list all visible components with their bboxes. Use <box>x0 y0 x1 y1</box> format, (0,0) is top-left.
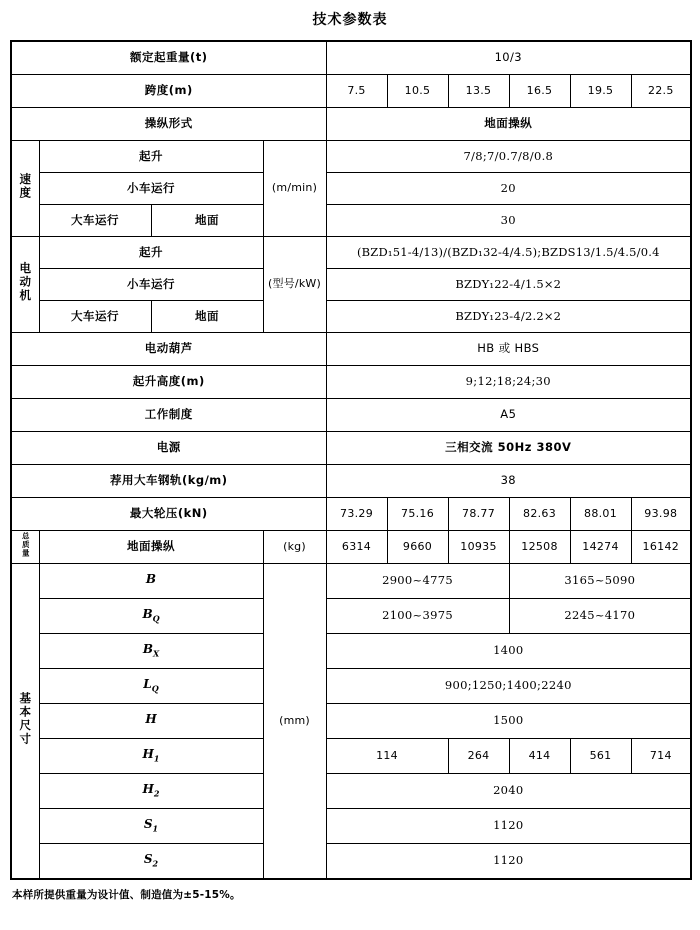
table-row-power-supply <box>11 432 691 465</box>
total-mass-cell: 6314 <box>326 531 387 564</box>
dimension-symbol-sub: 2 <box>152 858 159 869</box>
total-mass-group-label-text: 总质量 <box>21 532 31 558</box>
dimension-symbol-base: S <box>143 852 153 867</box>
motor-unit: (型号/kW) <box>263 237 326 333</box>
dimension-symbol-base: H <box>142 782 154 797</box>
speed-unit: (m/min) <box>263 141 326 237</box>
motor-bridge-label: 大车运行 <box>39 301 151 333</box>
page-title: 技术参数表 <box>312 12 388 28</box>
table-row-max-wheel-load <box>11 498 691 531</box>
total-mass-cell: 16142 <box>631 531 691 564</box>
table-row-motor-trolley <box>11 269 691 301</box>
max-wheel-load-cell: 82.63 <box>509 498 570 531</box>
speed-trolley-label: 小车运行 <box>39 173 263 205</box>
total-mass-cell: 12508 <box>509 531 570 564</box>
max-wheel-load-cell: 93.98 <box>631 498 691 531</box>
table-row-dimension-S1 <box>11 809 691 844</box>
dimension-value-cell: 2040 <box>326 774 691 809</box>
rail-label: 荐用大车钢轨(kg/m) <box>11 465 326 498</box>
footnote: 本样所提供重量为设计值、制造值为±5-15%。 <box>12 889 241 901</box>
motor-trolley-label: 小车运行 <box>39 269 263 301</box>
speed-bridge-label: 大车运行 <box>39 205 151 237</box>
motor-hoisting-label: 起升 <box>39 237 263 269</box>
motor-group-label <box>11 237 39 333</box>
table-row-span <box>11 75 691 108</box>
span-value-cell: 10.5 <box>387 75 448 108</box>
total-mass-label: 地面操纵 <box>39 531 263 564</box>
dimension-symbol-sub: X <box>152 648 160 659</box>
dimension-symbol-base: S <box>143 817 153 832</box>
table-row-dimension-H <box>11 704 691 739</box>
dimension-symbol-sub: 1 <box>152 823 159 834</box>
dimensions-group-label-text: 基本尺寸 <box>18 692 33 747</box>
dimension-symbol-S2 <box>39 844 263 880</box>
motor-bridge-value: BZDY₁23-4/2.2×2 <box>326 301 691 333</box>
work-duty-value: A5 <box>326 399 691 432</box>
table-row-dimension-H2 <box>11 774 691 809</box>
motor-bridge-sublabel: 地面 <box>151 301 263 333</box>
total-mass-unit: (kg) <box>263 531 326 564</box>
dimension-value-cell: 1120 <box>326 809 691 844</box>
lift-height-label: 起升高度(m) <box>11 366 326 399</box>
speed-bridge-sublabel: 地面 <box>151 205 263 237</box>
span-value-cell: 16.5 <box>509 75 570 108</box>
table-row-hoist <box>11 333 691 366</box>
dimension-symbol-sub: Q <box>151 683 159 694</box>
dimension-symbol-S1 <box>39 809 263 844</box>
dimension-symbol-LQ <box>39 669 263 704</box>
table-row-dimension-BQ <box>11 599 691 634</box>
table-row-dimension-S2 <box>11 844 691 880</box>
dimension-value-cell: 264 <box>448 739 509 774</box>
speed-hoisting-label: 起升 <box>39 141 263 173</box>
max-wheel-load-cell: 73.29 <box>326 498 387 531</box>
lift-height-value: 9;12;18;24;30 <box>326 366 691 399</box>
speed-bridge-value: 30 <box>326 205 691 237</box>
dimension-symbol-BX <box>39 634 263 669</box>
control-type-label: 操纵形式 <box>11 108 326 141</box>
dimension-value-cell: 1500 <box>326 704 691 739</box>
power-supply-value: 三相交流 50Hz 380V <box>326 432 691 465</box>
table-row-motor-bridge <box>11 301 691 333</box>
dimension-symbol-H1 <box>39 739 263 774</box>
table-row-rated-load <box>11 41 691 75</box>
dimension-symbol-H <box>39 704 263 739</box>
dimension-value-cell: 2245~4170 <box>509 599 691 634</box>
dimension-symbol-base: B <box>142 642 153 657</box>
dimension-symbol-base: B <box>142 607 153 622</box>
power-supply-label: 电源 <box>11 432 326 465</box>
total-mass-cell: 10935 <box>448 531 509 564</box>
dimension-symbol-sub: Q <box>152 613 160 624</box>
table-row-rail <box>11 465 691 498</box>
table-row-lift-height <box>11 366 691 399</box>
span-label: 跨度(m) <box>11 75 326 108</box>
dimensions-group-label <box>11 564 39 880</box>
speed-trolley-value: 20 <box>326 173 691 205</box>
span-value-cell: 19.5 <box>570 75 631 108</box>
dimension-value-cell: 3165~5090 <box>509 564 691 599</box>
span-value-cell: 22.5 <box>631 75 691 108</box>
dimension-symbol-base: L <box>143 677 152 692</box>
dimension-value-cell: 1120 <box>326 844 691 880</box>
table-row-dimension-BX <box>11 634 691 669</box>
dimension-symbol-sub: 2 <box>153 788 160 799</box>
dimension-symbol-base: H <box>145 712 157 727</box>
dimension-value-cell: 561 <box>570 739 631 774</box>
rated-load-value: 10/3 <box>326 41 691 75</box>
speed-group-label-text: 速度 <box>18 173 33 201</box>
table-row-speed-trolley <box>11 173 691 205</box>
speed-group-label <box>11 141 39 237</box>
dimension-symbol-base: B <box>145 572 157 587</box>
total-mass-cell: 14274 <box>570 531 631 564</box>
dimension-value-cell: 114 <box>326 739 448 774</box>
dimension-symbol-sub: 1 <box>153 753 160 764</box>
span-value-cell: 13.5 <box>448 75 509 108</box>
technical-parameters-table <box>10 40 692 880</box>
table-row-speed-hoisting <box>11 141 691 173</box>
span-value-cell: 7.5 <box>326 75 387 108</box>
total-mass-group-label <box>11 531 39 564</box>
table-row-dimension-H1 <box>11 739 691 774</box>
dimension-value-cell: 714 <box>631 739 691 774</box>
table-row-dimension-LQ <box>11 669 691 704</box>
max-wheel-load-cell: 88.01 <box>570 498 631 531</box>
max-wheel-load-label: 最大轮压(kN) <box>11 498 326 531</box>
dimension-value-cell: 1400 <box>326 634 691 669</box>
table-row-total-mass <box>11 531 691 564</box>
motor-group-label-text: 电动机 <box>18 262 33 303</box>
dimension-value-cell: 2100~3975 <box>326 599 509 634</box>
hoist-label: 电动葫芦 <box>11 333 326 366</box>
dimension-symbol-base: H <box>142 747 154 762</box>
dimension-symbol-B <box>39 564 263 599</box>
rated-load-label: 额定起重量(t) <box>11 41 326 75</box>
dimension-symbol-H2 <box>39 774 263 809</box>
dimension-value-cell: 900;1250;1400;2240 <box>326 669 691 704</box>
work-duty-label: 工作制度 <box>11 399 326 432</box>
dimension-symbol-BQ <box>39 599 263 634</box>
hoist-value: HB 或 HBS <box>326 333 691 366</box>
control-type-value: 地面操纵 <box>326 108 691 141</box>
motor-hoisting-value: (BZD₁51-4/13)/(BZD₁32-4/4.5);BZDS13/1.5/4.5/0.4 <box>326 237 691 269</box>
motor-trolley-value: BZDY₁22-4/1.5×2 <box>326 269 691 301</box>
speed-hoisting-value: 7/8;7/0.7/8/0.8 <box>326 141 691 173</box>
table-row-motor-hoisting <box>11 237 691 269</box>
dimension-value-cell: 414 <box>509 739 570 774</box>
table-row-control-type <box>11 108 691 141</box>
table-row-dimension-B <box>11 564 691 599</box>
total-mass-cell: 9660 <box>387 531 448 564</box>
dimensions-unit: (mm) <box>263 564 326 880</box>
max-wheel-load-cell: 78.77 <box>448 498 509 531</box>
rail-value: 38 <box>326 465 691 498</box>
dimension-value-cell: 2900~4775 <box>326 564 509 599</box>
max-wheel-load-cell: 75.16 <box>387 498 448 531</box>
table-row-speed-bridge <box>11 205 691 237</box>
table-row-work-duty <box>11 399 691 432</box>
